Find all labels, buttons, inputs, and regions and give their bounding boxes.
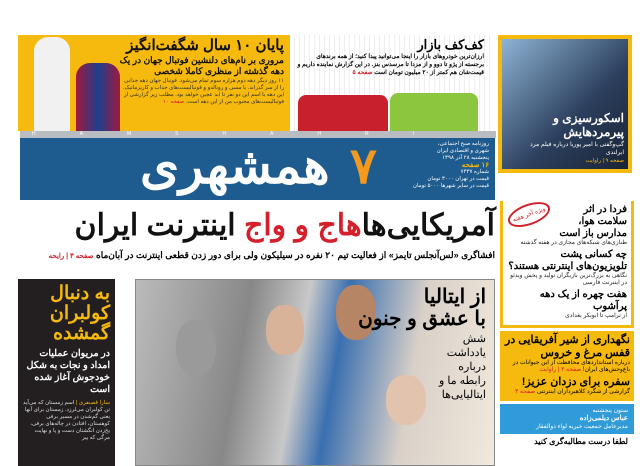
cars-page[interactable]: صفحه ۵ xyxy=(352,70,373,76)
price-other: قیمت در سایر شهرها ۵۰۰۰ تومان xyxy=(412,183,489,189)
weekend-item-title[interactable]: فردا در اثر سلامت هوا، مدارس باز است xyxy=(559,204,627,239)
sport-title: پایان ۱۰ سال شگفت‌انگیز xyxy=(126,37,284,54)
italy-sub-line: رابطه ما و xyxy=(438,375,486,387)
column-label: ستون پنجشنبه xyxy=(592,408,628,414)
headline-part2: هاج و واج xyxy=(243,209,362,242)
letter-strip: HAMSHAHRI xyxy=(20,131,496,138)
column-author: عباس دیلمی‌زاده xyxy=(579,415,628,422)
right-column xyxy=(500,201,634,466)
italy-sub-line: شش xyxy=(462,333,486,345)
issue-number: شماره ۷۴۳۷ xyxy=(460,169,489,175)
masthead-logo: همشهری xyxy=(140,138,330,194)
scam-title[interactable]: سفره برای دزدان عزیز! xyxy=(521,376,630,388)
main-headline[interactable] xyxy=(75,206,495,246)
weekend-item-title[interactable]: هفت چهره از یک دهه پرآشوب xyxy=(539,289,627,312)
info-line: روزنامه صبح اجتماعی، xyxy=(437,141,489,147)
lion-desc xyxy=(504,360,630,374)
lion-title[interactable]: نگهداری از شیر آفریقایی در قفس مرغ و خروس xyxy=(505,334,630,359)
scam-desc xyxy=(504,389,630,396)
kolbar-feature[interactable] xyxy=(18,279,115,466)
italy-title xyxy=(358,286,486,330)
headline-page[interactable]: صفحه ۳ | رایحه xyxy=(48,253,94,260)
scam-desc-text: گزارشی از شگرد کلاهبرداران اینترنتی xyxy=(536,389,630,395)
weekend-item-desc: از ترامپ تا ابوبکر بغدادی xyxy=(565,313,627,319)
cars-body xyxy=(296,53,484,77)
italy-title-line: با عشق و جنون xyxy=(358,308,486,330)
italy-title-line: از ایتالیا xyxy=(423,286,486,308)
masthead xyxy=(20,138,495,200)
italy-sub-line: درباره xyxy=(458,361,486,373)
page-count: ۱۶ صفحه xyxy=(461,162,489,169)
kolbar-body xyxy=(23,400,110,442)
sport-page[interactable]: صفحه ۱۰ xyxy=(162,99,185,105)
italy-sub-line: ایتالیایی‌ها xyxy=(441,389,486,401)
lion-desc-text: درباره استانداردهای محافظت از این حیوانات در باغ‌وحش‌های ایران! xyxy=(512,360,630,373)
masthead-info xyxy=(413,141,489,190)
cars-text xyxy=(296,37,484,77)
info-line: شهری و اقتصادی ایران xyxy=(436,148,489,154)
masthead-number: ۷ xyxy=(350,138,377,194)
weekend-item-desc: نگاهی به بزرگ‌ترین بازیگران تولید و پخش ویدئو در اینترنت فارسی xyxy=(510,273,627,286)
column-title[interactable]: لطفا درست مطالبه‌گری کنید xyxy=(534,437,628,446)
weekend-special-box xyxy=(500,201,634,328)
weekend-stamp: ویژه آخر هفته xyxy=(505,197,554,232)
italy-subtitle xyxy=(358,332,486,402)
yellow-news-box xyxy=(500,331,634,401)
irishman-feature[interactable] xyxy=(498,35,632,173)
kolbar-author: سارا قصنفری | xyxy=(75,400,110,406)
cars-body-text: ارزان‌ترین خودروهای بازار را اینجا می‌توانید پیدا کنید؛ از همه برندهای برجسته از پژو تا دوو و از مزدا تا مرسدس بنز. در این گزارش نماینده داریم و قیمت‌شان هم کمتر از ۲۰ میلیون تومان است xyxy=(297,54,484,76)
lion-page[interactable]: صفحه ۳ | راوایت xyxy=(539,367,582,373)
kolbar-body-text: اسم زمستان که می‌آید تن کولبران می‌لرزد. زمستان برای آنها یعنی گم‌شدن در مسیر برفی کوهستان، افتادن در چاله‌های برفی، یخ‌زدن انگشتان دست و پا و نهایت مرگی که پیر xyxy=(23,400,110,441)
price-tehran: قیمت در تهران ۳۰۰۰ تومان xyxy=(427,176,489,182)
weekend-item-desc: طنازی‌های شبکه‌های مجازی در هفته گذشته xyxy=(520,240,627,246)
football-feature[interactable] xyxy=(18,35,290,131)
poster-text xyxy=(514,111,624,165)
kolbar-title: به دنبال کولبران گمشده xyxy=(49,283,110,344)
column-author-role: مدیرعامل جمعیت خیریه لواء ذوالفقار xyxy=(536,424,628,430)
poster-desc-text: گپ‌وگفتی با امیر پوریا درباره فیلم مرد ایرلندی xyxy=(530,142,624,156)
info-date: پنجشنبه ۲۸ آذر ۱۳۹۸ xyxy=(442,155,489,161)
poster-page[interactable]: صفحه ۹ | راوایت xyxy=(585,158,624,164)
main-subheadline xyxy=(10,250,495,262)
portrait-illustration xyxy=(266,305,304,355)
subheadline-text: افشاگری «لس‌آنجلس تایمز» از فعالیت تیم ۲۰ نفره در سیلیکون ولی برای دور زدن قطعی اینترنت در آبان‌ماه xyxy=(95,250,495,260)
italy-feature[interactable] xyxy=(135,279,495,466)
poster-desc xyxy=(514,141,624,165)
headline-part3: اینترنت ایران xyxy=(74,209,236,242)
sport-subtitle: مروری بر نام‌های دلنشین فوتبال جهان در یک دهه گذشته از منظری کاملا شخصی xyxy=(119,55,284,76)
italy-sub-line: یادداشت xyxy=(446,347,486,359)
thursday-column[interactable] xyxy=(500,404,634,434)
weekend-item-title[interactable]: چه کسانی پشت تلویزیون‌های اینترنتی هستند؟ xyxy=(508,249,627,272)
italy-text xyxy=(358,286,486,402)
kolbar-subtitle: در مریوان عملیات امداد و نجات به شکل خودجوش آغاز شده است xyxy=(26,348,110,395)
sport-body xyxy=(119,78,284,106)
portrait-illustration xyxy=(176,320,216,375)
headline-part1: آمریکایی‌ها xyxy=(361,209,495,242)
scam-page[interactable]: صفحه ۴ xyxy=(515,389,536,395)
cars-feature[interactable] xyxy=(290,35,490,131)
cars-title: کف‌کف بازار xyxy=(417,37,484,52)
sport-text xyxy=(119,37,284,106)
poster-title: اسکورسیزی و پیرمردهایش xyxy=(553,111,624,139)
sport-body-text: ۱۱ روز دیگر دهه دوم هزاره سوم تمام می‌شود. فوتبال جهان دهه جذابی را از سر گذراند. با مسی و رونالدو و فوتبالیست‌های جذاب و کاریزماتیک. این دهه با اسم این دو نفر تا ابد عجین خواهد بود. مطلب زیر گزارشی از فوتبالیست‌های محبوب من از این دهه است. xyxy=(123,78,284,105)
irishman-photo xyxy=(502,39,628,169)
